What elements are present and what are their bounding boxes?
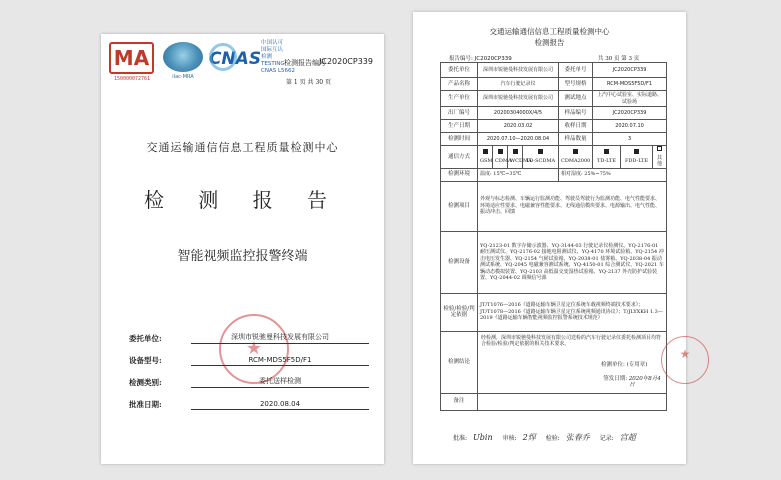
- issue-date-value: 2020年8月4日: [628, 375, 661, 388]
- comm-mode-cell: [653, 146, 667, 169]
- center-name: 交通运输通信信息工程质量检测中心: [146, 141, 339, 154]
- checkbox-checked-icon: [513, 149, 518, 154]
- cell-value: 上汽中心试验室、实际道路、试验场: [593, 91, 667, 107]
- conclusion-cell: [478, 331, 667, 393]
- recorder-label: 记录:: [599, 435, 614, 442]
- category-label: 检测类别:: [129, 378, 162, 387]
- cma-number: 150000072761: [113, 76, 151, 82]
- cell-value: JC2020CP339: [593, 107, 667, 120]
- cell-value: 深圳市锐驰曼科技发展有限公司: [478, 91, 559, 107]
- cell-label: 检测结论: [441, 331, 478, 393]
- cell-label: 检测时间: [441, 133, 478, 146]
- model-value: RCM-MDS5F5D/F1: [191, 356, 369, 366]
- table-row: [441, 393, 667, 410]
- signature-row: [453, 432, 673, 443]
- table-row: [441, 133, 667, 146]
- cell-value: JC2020CP339: [593, 63, 667, 78]
- approval-row: [129, 388, 369, 410]
- detail-report-no-value: JC2020CP339: [474, 56, 512, 62]
- cell-value: 3: [593, 133, 667, 146]
- table-row: [441, 78, 667, 91]
- detail-report-no-label: 报告编号:: [449, 56, 473, 62]
- cell-label: 委托单位: [441, 63, 478, 78]
- approver-label: 批准:: [453, 435, 468, 442]
- cnas-logo: [209, 42, 261, 76]
- checkbox-checked-icon: [604, 149, 609, 154]
- cell-value: YQ-2123-01 数字存储示波器、YQ-3144-03 行驶记录仪检测仪、YQ-2176-01 耐压测试仪、YQ-2176-02 接地电阻测试仪、YQ-4170 环境试验箱、YQ-2154 冲击电压发生器、YQ-2154 气候试验箱、YQ-2038-01 盐雾箱、YQ-2038-04 振动测试系统、YQ-2045 电磁兼容测试系统、YQ-4150-01 综合测试仪、YQ-2021 车辆动态模拟装置、YQ-2103 高低温交变湿热试验箱、YQ-2137 外壳防护试验装置、YQ-2044-02 调频信号源: [478, 231, 667, 293]
- report-no: JC2020CP339: [319, 57, 373, 66]
- cell-label: 检测项目: [441, 181, 478, 231]
- cell-label: 检测环境: [441, 168, 478, 181]
- report-title: 检 测 报 告: [143, 188, 342, 212]
- comm-mode-cell: [508, 146, 532, 169]
- product-name: 智能视频监控报警终端: [177, 249, 308, 264]
- checkbox-checked-icon: [538, 149, 543, 154]
- table-row: [441, 331, 667, 393]
- cell-value: RCM-MDS5F5D/F1: [593, 78, 667, 91]
- checkbox-checked-icon: [573, 149, 578, 154]
- comm-mode-cell: [559, 146, 593, 169]
- model-label: 设备型号:: [129, 356, 162, 365]
- cell-label: 出厂编号: [441, 107, 478, 120]
- checker-signature: 张春乔: [565, 433, 590, 442]
- comm-mode-label: FDD-LTE: [624, 157, 649, 164]
- report-no-label: 检测报告编号: [284, 59, 326, 67]
- cnas-subtitle-line: TESTING: [261, 61, 285, 67]
- table-row: [441, 181, 667, 231]
- cell-value: 2020.07.10—2020.08.04: [478, 133, 559, 146]
- checkbox-checked-icon: [483, 149, 488, 154]
- client-label: 委托单位:: [129, 334, 162, 343]
- remark-value: [478, 393, 667, 410]
- recorder-signature: 宫超: [619, 433, 636, 442]
- comm-mode-cell: [478, 146, 493, 169]
- cnas-subtitle-line: CNAS L5662: [261, 68, 296, 74]
- comm-mode-cell: [493, 146, 512, 169]
- table-row: [441, 293, 667, 331]
- approval-label: 批准日期:: [129, 400, 162, 409]
- table-row: [441, 231, 667, 293]
- checkbox-empty-icon: [657, 146, 662, 151]
- cell-value: JT/T1076—2016《道路运输车辆卫星定位系统车载视频终端技术要求》；JT/T1078—2016《道路运输车辆卫星定位系统视频通讯协议》；T/JLYXKH 1.3—2019《道路运输车辆智能视频监控报警系统技术规范》: [478, 293, 667, 331]
- checkbox-checked-icon: [498, 149, 503, 154]
- model-row: [129, 344, 369, 366]
- detail-page: [413, 12, 686, 464]
- table-row: [441, 91, 667, 107]
- detail-subtitle: 检测报告: [534, 38, 565, 47]
- cell-value: 2020.03.02: [478, 120, 559, 133]
- client-value: 深圳市锐驰曼科技发展有限公司: [191, 332, 369, 344]
- cell-label: 备注: [441, 393, 478, 410]
- table-row: [441, 107, 667, 120]
- reviewer-label: 审核:: [502, 435, 517, 442]
- client-row: [129, 322, 369, 344]
- cma-logo: MA: [109, 42, 154, 74]
- cell-label: 收样日期: [559, 120, 593, 133]
- cell-value: 深圳市锐驰曼科技发展有限公司: [478, 63, 559, 78]
- seal-icon: [661, 336, 709, 384]
- conclusion-text: 经检测，深圳市锐驰曼科技发展有限公司送检的汽车行驶记录仪委托检测项目均符合检验/检验/判定依据的相关技术要求。: [481, 334, 662, 347]
- cell-label: 委托单号: [559, 63, 593, 78]
- detail-report-no: [449, 54, 512, 62]
- comm-mode-label: GSM: [480, 157, 493, 164]
- cnas-subtitle-line: 检测: [261, 54, 273, 60]
- comm-mode-label: CDMA2000: [561, 157, 591, 164]
- page-number: 第 1 页 共 30 页: [286, 79, 331, 86]
- cell-value: 温度: 15℃~35℃: [478, 168, 559, 181]
- ilac-text: ilac-MRA: [172, 74, 194, 80]
- cell-label: 型号规格: [559, 78, 593, 91]
- issue-date-label: 签发日期:: [603, 375, 628, 382]
- issue-date-line: [601, 376, 663, 389]
- cell-label: 检测设备: [441, 231, 478, 293]
- detail-table: [440, 62, 667, 411]
- cell-label: 生产单位: [441, 91, 478, 107]
- cell-label: 样品数量: [559, 133, 593, 146]
- cell-label: 生产日期: [441, 120, 478, 133]
- ilac-globe-icon: [163, 42, 203, 72]
- cell-value: 汽车行驶记录仪: [478, 78, 559, 91]
- comm-mode-label: CDMA: [495, 157, 512, 164]
- issue-unit-label: 检测单位: (专用章): [601, 361, 648, 368]
- checker-label: 检验:: [545, 435, 560, 442]
- table-row: [441, 63, 667, 78]
- cell-label: 产品名称: [441, 78, 478, 91]
- checkbox-checked-icon: [634, 149, 639, 154]
- conclusion-box: [481, 332, 663, 388]
- cell-label: 通信方式: [441, 146, 478, 169]
- approver-signature: Ubin: [473, 433, 493, 442]
- comm-mode-cell: [523, 146, 559, 169]
- cover-page: [101, 34, 384, 464]
- cell-value: 相对湿度: 25%~75%: [559, 168, 667, 181]
- comm-mode-label: WCDMA: [510, 157, 532, 164]
- comm-mode-label: TD-SCDMA: [525, 157, 556, 164]
- category-row: [129, 366, 369, 388]
- table-row: [441, 146, 667, 169]
- detail-page-number: 共 30 页 第 3 页: [598, 56, 640, 62]
- cell-value: 外观与标志检测、车辆运行监测功能、驾驶员驾驶行为监测功能、电气性能要求、环境适应性要求、电磁兼容性能要求、无线通信模块要求、电源输出、电气性能、振动冲击、回馈: [478, 181, 667, 231]
- cell-label: 样品编号: [559, 107, 593, 120]
- cnas-subtitle-line: 国际互认: [261, 47, 284, 53]
- cell-value: 20200304000X/4/5: [478, 107, 559, 120]
- comm-mode-cell: [593, 146, 621, 169]
- table-row: [441, 120, 667, 133]
- comm-mode-label: TD-LTE: [597, 157, 617, 164]
- comm-mode-label: 其他: [657, 154, 663, 167]
- table-row: [441, 168, 667, 181]
- approval-value: 2020.08.04: [191, 400, 369, 410]
- cnas-logo-text: CNAS: [208, 49, 262, 69]
- cell-label: 检验/检验/判定依据: [441, 293, 478, 331]
- cell-label: 测试地点: [559, 91, 593, 107]
- category-value: 委托送样检测: [191, 376, 369, 388]
- cover-meta: [129, 322, 369, 410]
- cnas-subtitle-line: 中国认可: [261, 40, 284, 46]
- detail-title: 交通运输通信信息工程质量检测中心: [489, 27, 610, 36]
- comm-mode-cell: [621, 146, 653, 169]
- reviewer-signature: 2焊: [522, 433, 536, 442]
- cell-value: 2020.07.10: [593, 120, 667, 133]
